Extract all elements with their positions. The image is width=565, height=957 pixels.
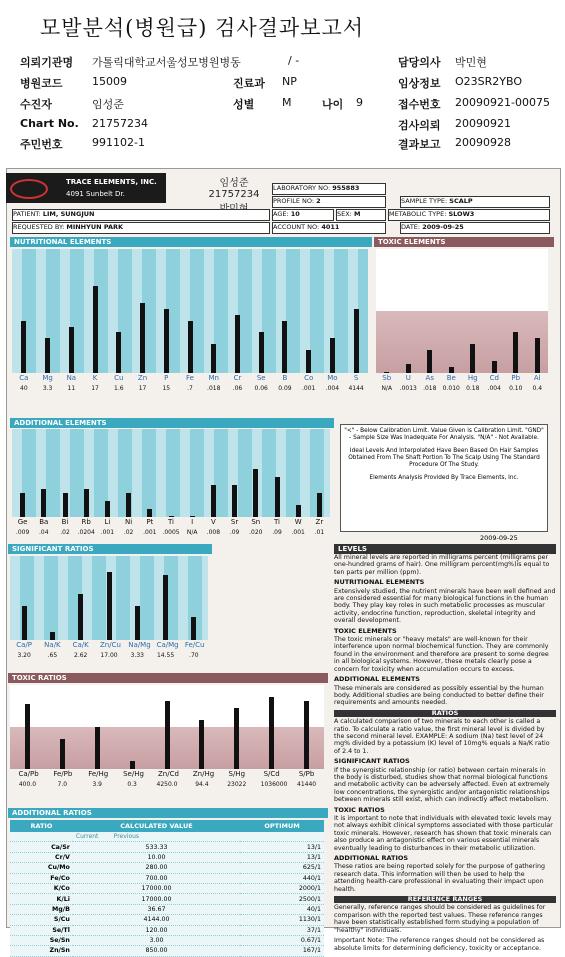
toxic-labels: [376, 374, 548, 396]
ratio-optimum: 440/1: [240, 873, 324, 883]
additional-bar-rb: [84, 489, 89, 517]
nutritional-bar-b: [282, 321, 287, 373]
nutritional-bar-co: [306, 350, 311, 373]
additional-label: Rb: [81, 518, 91, 526]
ratio-optimum: 40/1: [240, 904, 324, 914]
additional-bar-bi: [63, 493, 68, 517]
ratio-name: Cr/V: [10, 852, 73, 862]
nutritional-bar-k: [93, 286, 98, 373]
significant-label: Fe/Cu: [184, 641, 205, 649]
nutritional-label: Cr: [233, 374, 242, 382]
additional-ratios-table: [10, 820, 324, 957]
patient-stamp: [200, 174, 268, 208]
ratio-optimum: 2000/1: [240, 883, 324, 893]
patient-field: PATIENT: LIM, SUNGJUN: [12, 209, 270, 221]
nutritional-value: .004: [325, 385, 340, 392]
nutritional-title: NUTRITIONAL ELEMENTS: [10, 237, 372, 247]
chart-label: Chart No.: [20, 117, 79, 130]
significant-label: Ca/K: [72, 641, 89, 649]
toxic-value: 0.18: [466, 385, 480, 392]
sub-previous: Previous: [113, 833, 140, 841]
sig-text: If the synergistic relationship (or ratio) between certain minerals in the body is disturbed, studies show that normal biological functions and metabolic activity can be adversely affected. Even at extremely low concentrations, the synergistic and/or antagonistic relationships between minerals still exist, which can indirectly affect metabolism.: [334, 766, 550, 804]
ratio-name: Cu/Mo: [10, 863, 73, 873]
ratio-name: K/Co: [10, 883, 73, 893]
significant-value: 14.55: [156, 652, 175, 659]
ref-text: Generally, reference ranges should be considered as guidelines for comparison with the reported test values. These reference ranges have been statistically established form studying a population of "healthy" individuals.: [334, 904, 546, 934]
significant-value: .70: [189, 652, 199, 659]
significant-label: Na/K: [44, 641, 61, 649]
significant-bar-na-k: [50, 632, 55, 640]
sex-value: M: [282, 96, 292, 109]
chart-value: 21757234: [92, 117, 148, 130]
addr-text: These ratios are being reported solely for the purpose of gathering research data. This information will then be used to help the attending health-care professional in evaluating their impact upon health.: [334, 863, 545, 893]
ratio-current: 3.00: [73, 935, 240, 945]
nutritional-bar-zn: [140, 303, 145, 373]
nutri-heading: NUTRITIONAL ELEMENTS: [334, 578, 425, 587]
ratio-name: K/Li: [10, 894, 73, 904]
significant-label: Zn/Cu: [100, 641, 121, 649]
additional-label: Pt: [146, 518, 154, 526]
additional-label: Li: [104, 518, 111, 526]
sex-label: 성별: [233, 98, 255, 111]
significant-bar-na-mg: [135, 606, 140, 640]
hospital-code-value: 15009: [92, 75, 127, 88]
institution-value: 가톨릭대학교서울성모병원병동: [92, 56, 241, 69]
additional-labels: [12, 518, 330, 540]
ratio-current: 36.67: [73, 904, 240, 914]
toxic-ratio-label: Fe/Pb: [53, 770, 73, 778]
nutritional-value: 0.09: [278, 385, 292, 392]
ratio-current: 700.00: [73, 873, 240, 883]
ratio-current: 533.33: [73, 842, 240, 852]
ratio-row: [10, 863, 324, 873]
additional-value: .0204: [77, 529, 95, 536]
additional-bar-i: [190, 516, 195, 517]
nutritional-value: 17: [91, 385, 99, 392]
legend-definitions: "<" - Below Calibration Limit. Value Given is Calibration Limit. "GND" - Sample Size Was Inadequate For Analysis. "N/A" - Not Available.: [344, 428, 544, 441]
legend-signed: Elements Analysis Provided By Trace Elements, Inc.: [369, 475, 519, 481]
toxic-label: Pb: [511, 374, 521, 382]
nutritional-label: Mn: [208, 374, 219, 382]
lab-logo: [6, 173, 166, 203]
legend-date: 2009-09-25: [480, 534, 518, 542]
nutritional-bar-mg: [45, 338, 50, 373]
ratio-name: S/Cu: [10, 915, 73, 925]
rrn-label: 주민번호: [20, 138, 63, 151]
nutritional-label: Mg: [42, 374, 53, 382]
additional-bar-pt: [147, 509, 152, 517]
significant-labels: [10, 641, 208, 663]
toxic-ratio-bar-zn-cd: [165, 701, 170, 769]
additional-bar-ni: [126, 493, 131, 517]
receipt-value: 20090921-00075: [455, 96, 550, 109]
ward-slash: / -: [288, 54, 300, 67]
additional-value: .02: [60, 529, 70, 536]
ratio-row: [10, 935, 324, 945]
sub-current: Current: [75, 833, 99, 841]
rrn-value: 991102-1: [92, 136, 145, 149]
additional-ratios-title: ADDITIONAL RATIOS: [8, 808, 328, 818]
additional-chart: [12, 429, 330, 517]
toxic-ratio-label: Ca/Pb: [18, 770, 39, 778]
toxic-value: .018: [423, 385, 437, 392]
institution-label: 의뢰기관명: [20, 56, 74, 69]
nutritional-chart: [12, 249, 368, 373]
tox-heading: TOXIC RATIOS: [334, 805, 385, 814]
toxic-bar-al: [535, 338, 540, 373]
nutritional-bar-s: [354, 309, 359, 373]
ratio-row: [10, 904, 324, 914]
nutritional-bar-mo: [330, 338, 335, 373]
nutritional-label: Zn: [137, 374, 148, 382]
interpretation-text: [334, 544, 556, 952]
toxic-ratio-bar-zn-hg: [199, 720, 204, 769]
additional-bar-sr: [232, 485, 237, 517]
ratio-current: 4144.00: [73, 915, 240, 925]
ratio-current: 850.00: [73, 946, 240, 956]
toxic-ratio-value: 41440: [297, 781, 317, 788]
nutritional-label: Mo: [327, 374, 338, 382]
toxic-ratios-labels: [10, 770, 324, 792]
date-field: DATE: 2009-09-25: [400, 222, 550, 234]
additional-label: Zr: [315, 518, 324, 526]
additional-bar-zr: [317, 493, 322, 517]
nutritional-value: .018: [207, 385, 221, 392]
nutritional-value: .001: [301, 385, 316, 392]
tox-text: It is important to note that individuals with elevated toxic levels may not always exhibit clinical symptoms associated with those particular toxic minerals. However, research has shown that toxic minerals can also produce an antagonistic effect on various essential minerals eventually leading to disturbances in their metabolic utilization.: [334, 815, 553, 852]
toxic-ratio-bar-s-hg: [234, 708, 239, 769]
report-title: 모발분석(병원급) 검사결과보고서: [40, 16, 365, 40]
additional-label: W: [294, 518, 302, 526]
ratio-optimum: 167/1: [240, 946, 324, 956]
col-calculated: CALCULATED VALUE: [73, 820, 240, 832]
additional-bar-ge: [20, 493, 25, 517]
toxic-bar-sb: [384, 372, 389, 373]
additional-value: .02: [123, 529, 134, 536]
toxic-bar-as: [427, 350, 432, 373]
nutritional-label: Ca: [19, 374, 29, 382]
doctor-label: 담당의사: [398, 56, 441, 69]
significant-chart: [10, 556, 208, 640]
ratio-name: Ca/Sr: [10, 842, 73, 852]
toxic-ratio-value: 94.4: [195, 781, 209, 788]
age-value: 9: [356, 96, 363, 109]
toxic-bar-u: [406, 364, 411, 373]
result-label: 결과보고: [398, 138, 441, 151]
ratio-row: [10, 946, 324, 956]
additional-bar-sn: [253, 469, 258, 517]
hospital-code-label: 병원코드: [20, 77, 63, 90]
toxic-label: As: [425, 374, 434, 382]
requested-field: REQUESTED BY: MINHYUN PARK: [12, 222, 270, 234]
toxic-label: Cd: [489, 374, 499, 382]
additional-value: .09: [272, 529, 282, 536]
toxic-ratio-value: 7.0: [57, 781, 68, 788]
stamp-name: 임성준 21757234: [208, 178, 260, 200]
nutritional-value: .7: [187, 385, 193, 392]
ratio-name: Se/Sn: [10, 935, 73, 945]
toxic-value: N/A: [381, 385, 393, 392]
nutritional-bar-fe: [188, 321, 193, 373]
additional-label: V: [210, 518, 216, 526]
nutritional-bar-na: [69, 327, 74, 373]
toxic-ratio-value: 23022: [227, 781, 247, 788]
patient-value: 임성준: [92, 98, 124, 111]
nutritional-value: 0.06: [254, 385, 268, 392]
toxic-ratio-label: Zn/Hg: [192, 770, 215, 778]
ratio-row: [10, 852, 324, 862]
nutritional-label: P: [164, 374, 169, 382]
additional-label: Ba: [39, 518, 49, 526]
additional-bar-li: [105, 501, 110, 517]
additional-value: .001: [291, 529, 305, 536]
toxic-ratio-bar-se-hg: [130, 761, 135, 769]
additional-bar-ba: [41, 489, 46, 517]
toxic-bar-be: [449, 367, 454, 373]
toxic-value: 0.010: [442, 385, 460, 392]
toxic-bar-hg: [470, 344, 475, 373]
nutritional-value: 17: [138, 385, 147, 392]
ratio-optimum: 1130/1: [240, 915, 324, 925]
ratio-optimum: 37/1: [240, 925, 324, 935]
ratio-optimum: 13/1: [240, 852, 324, 862]
nutritional-label: B: [282, 374, 288, 382]
toxic-ratio-value: 1036000: [260, 781, 288, 788]
legend-box: [340, 424, 548, 532]
additional-bar-ti: [275, 477, 280, 517]
ratio-row: [10, 894, 324, 904]
ratio-row: [10, 915, 324, 925]
additional-value: .04: [39, 529, 49, 536]
ref-heading: REFERENCE RANGES: [334, 896, 556, 903]
nutritional-value: .06: [232, 385, 243, 392]
toxic-value: 0.4: [532, 385, 543, 392]
doctor-value: 박민현: [455, 56, 487, 69]
additional-label: Sr: [230, 518, 239, 526]
additional-value: .001: [100, 529, 115, 536]
legend-note: Ideal Levels And Interpolated Have Been Based On Hair Samples Obtained From The Shaft Portion To The Scalp Using The Standard Procedure Of The Study.: [348, 448, 540, 468]
nutritional-value: 11: [67, 385, 76, 392]
ratio-optimum: 0.67/1: [240, 935, 324, 945]
nutritional-value: 1.6: [114, 385, 124, 392]
metabolic-field: METABOLIC TYPE: SLOW3: [388, 209, 550, 221]
nutritional-label: Cu: [114, 374, 124, 382]
toxic-ratio-bar-fe-hg: [95, 727, 100, 769]
toxic-ratio-value: 4250.0: [156, 781, 178, 788]
request-label: 검사의뢰: [398, 119, 441, 132]
ratio-name: Zn/Sn: [10, 946, 73, 956]
sex-field: SEX: M: [336, 209, 386, 221]
toxic-label: Sb: [382, 374, 392, 382]
additional-label: I: [191, 518, 194, 526]
toxic-value: .0013: [399, 385, 417, 392]
additional-value: .0005: [162, 529, 180, 536]
significant-value: 2.62: [74, 652, 88, 659]
additional-label: Bi: [61, 518, 69, 526]
ratio-name: Mg/B: [10, 904, 73, 914]
toxic-ratio-label: Zn/Cd: [158, 770, 179, 778]
ratio-optimum: 625/1: [240, 863, 324, 873]
lab-address: 4091 Sunbelt Dr.: [66, 190, 125, 198]
add-text: These minerals are considered as possibly essential by the human body. Additional studies are being conducted to better define their requirements and amounts needed.: [334, 684, 544, 707]
sig-heading: SIGNIFICANT RATIOS: [334, 757, 410, 766]
sample-field: SAMPLE TYPE: SCALP: [400, 196, 550, 208]
additional-label: Ti: [273, 518, 280, 526]
toxic-ratio-value: 3.9: [92, 781, 102, 788]
result-value: 20090928: [455, 136, 511, 149]
dept-label: 진료과: [233, 77, 265, 90]
levels-text: All mineral levels are reported in milligrams percent (milligrams per one-hundred grams of hair). One milligram percent(mg%)is equal to ten parts per million (ppm).: [334, 554, 550, 576]
nutritional-bar-cu: [116, 332, 121, 373]
nutritional-label: K: [92, 374, 98, 382]
toxic-title: TOXIC ELEMENTS: [374, 237, 554, 247]
additional-value: .01: [314, 529, 325, 536]
ratio-row: [10, 883, 324, 893]
additional-label: Sn: [251, 518, 261, 526]
significant-bar-ca-p: [22, 606, 27, 640]
toxic-value: .004: [487, 385, 501, 392]
toxic-bar-pb: [513, 332, 518, 373]
toxic-ratios-title: TOXIC RATIOS: [8, 673, 328, 683]
nutritional-value: 40: [20, 385, 28, 392]
add-heading: ADDITIONAL ELEMENTS: [334, 675, 420, 684]
additional-label: Ti: [167, 518, 174, 526]
significant-title: SIGNIFICANT RATIOS: [8, 544, 212, 554]
col-optimum: OPTIMUM: [240, 820, 324, 832]
nutritional-bar-ca: [21, 321, 26, 373]
nutritional-bar-p: [164, 309, 169, 373]
toxic-ratio-bar-ca-pb: [25, 704, 30, 769]
age-label: 나이: [322, 98, 344, 111]
toxic-ratio-label: S/Pb: [298, 770, 315, 778]
additional-bar-w: [296, 505, 301, 517]
toxic-ratio-value: 400.0: [18, 781, 37, 788]
toxic-label: Be: [446, 374, 456, 382]
ratio-row: [10, 925, 324, 935]
ratio-current: 17000.00: [73, 894, 240, 904]
ratio-name: Fe/Co: [10, 873, 73, 883]
toxic-label: U: [405, 374, 411, 382]
additional-value: .09: [229, 529, 240, 536]
ratio-optimum: 13/1: [240, 842, 324, 852]
toxic-ratio-bar-fe-pb: [60, 739, 65, 769]
ratio-current: 17000.00: [73, 883, 240, 893]
ratio-optimum: 2500/1: [240, 894, 324, 904]
nutritional-value: 15: [162, 385, 171, 392]
toxic-ratio-value: 0.3: [127, 781, 137, 788]
note-text: Important Note: The reference ranges should not be considered as absolute limits for determining deficiency, toxicity or acceptance.: [334, 937, 545, 952]
patient-label: 수진자: [20, 98, 52, 111]
nutritional-label: Na: [66, 374, 77, 382]
significant-label: Ca/Mg: [156, 641, 179, 649]
nutritional-label: Se: [256, 374, 266, 382]
additional-bar-ti: [169, 516, 174, 517]
additional-bar-v: [211, 485, 216, 517]
clinical-value: O23SR2YBO: [455, 75, 523, 88]
significant-value: .65: [47, 652, 58, 659]
nutritional-label: Fe: [186, 374, 194, 382]
lab-number-field: LABORATORY NO: 955883: [272, 183, 386, 195]
ratio-current: 120.00: [73, 925, 240, 935]
account-field: ACCOUNT NO: 4011: [272, 222, 386, 234]
profile-field: PROFILE NO: 2: [272, 196, 386, 208]
additional-value: .009: [15, 529, 30, 536]
ratio-name: Se/Tl: [10, 925, 73, 935]
dept-value: NP: [282, 75, 297, 88]
nutritional-bar-se: [259, 332, 264, 373]
toxic-bar-cd: [492, 361, 497, 373]
receipt-label: 접수번호: [398, 98, 441, 111]
additional-value: .001: [143, 529, 157, 536]
significant-value: 3.33: [130, 652, 144, 659]
significant-bar-zn-cu: [107, 572, 112, 640]
ratio-current: 10.00: [73, 852, 240, 862]
request-value: 20090921: [455, 117, 511, 130]
clinical-label: 임상정보: [398, 77, 441, 90]
toxic-label: Hg: [467, 374, 478, 382]
toxic-ratio-bar-s-cd: [269, 697, 274, 769]
significant-bar-ca-mg: [163, 575, 168, 640]
ratio-row: [10, 842, 324, 852]
significant-label: Na/Mg: [128, 641, 151, 649]
toxic-ratio-label: S/Hg: [228, 770, 246, 778]
nutritional-label: Co: [304, 374, 314, 382]
nutri-text: Extensively studied, the nutrient minerals have been well defined and are considered essential for many biological functions in the human body. They play key roles in such metabolic processes as muscular activity, endocrine function, reproduction, skeletal integrity and overall development.: [334, 587, 556, 625]
ratio-row: [10, 873, 324, 883]
toxic-ratios-chart: [10, 685, 324, 769]
ratios-text: A calculated comparison of two minerals to each other is called a ratio. To calculate a ratio value, the first mineral level is divided by the second mineral level. EXAMPLE: A sodium (Na) test level of 24 mg% divided by a potassium (K) level of 10mg% equals a Na/K ratio of 2.4 to 1.: [334, 718, 550, 755]
logo-oval-icon: [10, 179, 48, 199]
nutritional-value: 3.3: [42, 385, 53, 392]
toxic-chart: [376, 249, 548, 373]
additional-title: ADDITIONAL ELEMENTS: [10, 418, 334, 428]
significant-bar-fe-cu: [191, 617, 196, 640]
addr-heading: ADDITIONAL RATIOS: [334, 854, 409, 863]
significant-bar-ca-k: [78, 594, 83, 640]
significant-label: Ca/P: [16, 641, 33, 649]
nutritional-bar-mn: [211, 344, 216, 373]
significant-value: 17.00: [100, 652, 118, 659]
additional-value: N/A: [186, 529, 198, 536]
additional-value: .020: [249, 529, 263, 536]
levels-heading: LEVELS: [334, 544, 556, 554]
nutritional-bar-cr: [235, 315, 240, 373]
nutritional-label: S: [353, 374, 359, 382]
ratios-heading: RATIOS: [334, 710, 556, 717]
toxic-ratio-label: Fe/Hg: [88, 770, 109, 778]
toxic-label: Al: [533, 374, 541, 382]
significant-value: 3.20: [17, 652, 31, 659]
toxic-heading: TOXIC ELEMENTS: [334, 626, 397, 635]
col-ratio: RATIO: [10, 820, 73, 832]
toxic-ratio-label: S/Cd: [263, 770, 280, 778]
age-field: AGE: 10: [272, 209, 334, 221]
toxic-ratio-bar-s-pb: [304, 701, 309, 769]
nutritional-labels: [12, 374, 368, 396]
toxic-ratio-label: Se/Hg: [123, 770, 144, 778]
toxic-text: The toxic minerals or "heavy metals" are well-known for their interference upon normal biochemical function. They are commonly found in the environment and therefore are present to some degree in all biological systems. However, these metals clearly pose a concern for toxicity when accumulation occurs to excess.: [334, 636, 549, 673]
nutritional-value: 4144: [348, 385, 364, 392]
ratio-current: 280.00: [73, 863, 240, 873]
lab-name: TRACE ELEMENTS, INC.: [66, 178, 157, 186]
additional-value: .008: [206, 529, 221, 536]
additional-label: Ge: [17, 518, 28, 526]
toxic-value: 0.10: [509, 385, 523, 392]
additional-label: Ni: [125, 518, 133, 526]
